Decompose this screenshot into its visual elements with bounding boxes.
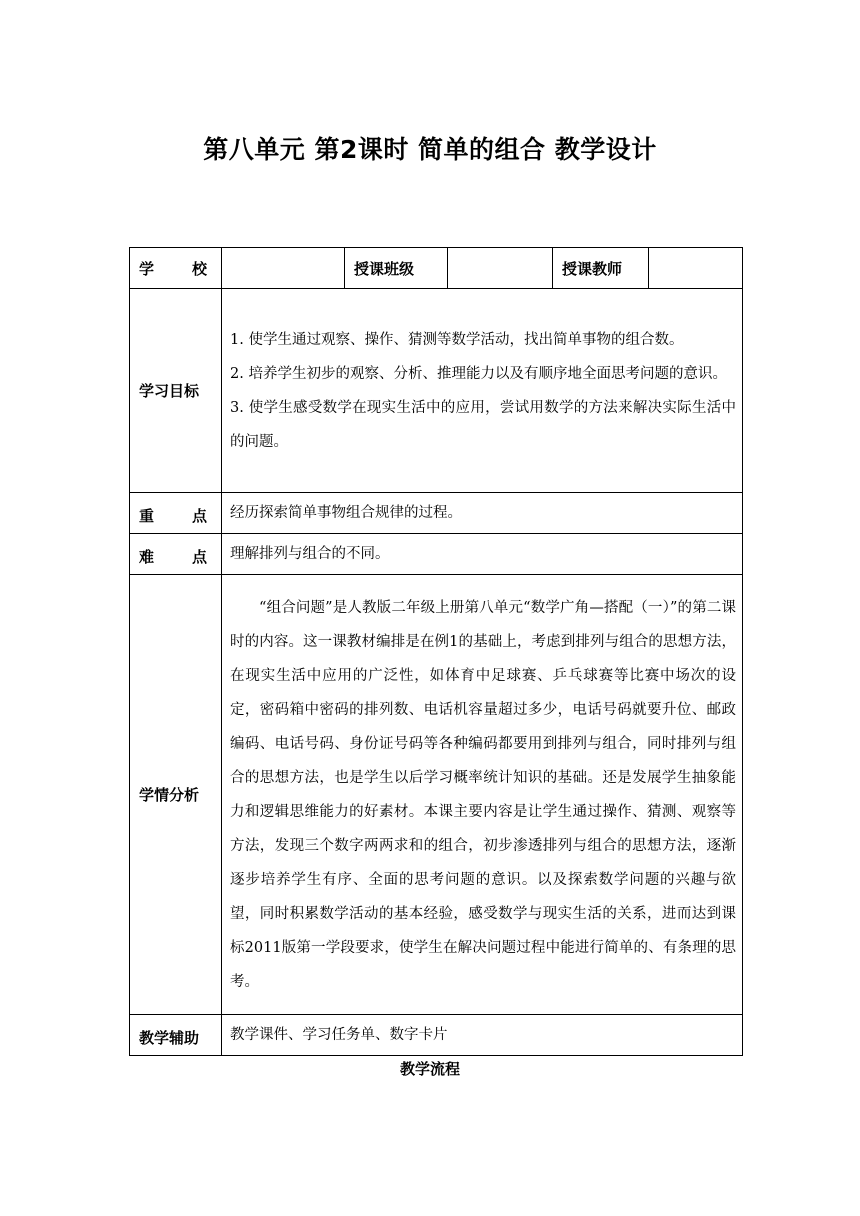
objective-item-3: 3. 使学生感受数学在现实生活中的应用，尝试用数学的方法来解决实际生活中的问题。 — [230, 399, 736, 450]
key-point-label — [130, 493, 222, 534]
key-point-row — [130, 493, 743, 534]
difficulty-text: 理解排列与组合的不同。 — [222, 534, 743, 575]
key-point-label-a: 重 — [139, 507, 155, 525]
objectives-label: 学习目标 — [130, 289, 222, 493]
objectives-content — [222, 289, 743, 493]
lesson-plan-table — [129, 247, 743, 1056]
analysis-row — [130, 575, 743, 1015]
key-point-label-b: 点 — [191, 507, 207, 525]
analysis-content — [222, 575, 743, 1015]
objectives-row — [130, 289, 743, 493]
teaching-flow-heading: 教学流程 — [399, 1060, 460, 1078]
objective-item-1: 1. 使学生通过观察、操作、猜测等数学活动，找出简单事物的组合数。 — [230, 331, 684, 348]
school-value — [222, 248, 345, 289]
analysis-text: “组合问题”是人教版二年级上册第八单元“数学广角—搭配（一）”的第二课时的内容。这一课教材编排是在例1的基础上，考虑到排列与组合的思想方法，在现实生活中应用的广泛性，如体育中足球赛、乒乓球赛等比赛中场次的设定，密码箱中密码的排列数、电话机容量超过多少，电话号码就要升位、邮政编码、电话号码、身份证号码等各种编码都要用到排列与组合，同时排列与组合的思想方法，也是学生以后学习概率统计知识的基础。还是发展学生抽象能力和逻辑思维能力的好素材。本课主要内容是让学生通过操作、猜测、观察等方法，发现三个数字两两求和的组合，初步渗透排列与组合的思想方法，逐渐逐步培养学生有序、全面的思考问题的意识。以及探索数学问题的兴趣与欲望，同时积累数学活动的基本经验，感受数学与现实生活的关系，进而达到课标2011版第一学段要求，使学生在解决问题过程中能进行简单的、有条理的思考。 — [230, 599, 736, 990]
teacher-label: 授课教师 — [553, 248, 649, 289]
page-title: 第八单元 第2课时 简单的组合 教学设计 — [203, 135, 657, 164]
school-label-b: 校 — [191, 259, 207, 278]
aids-label: 教学辅助 — [130, 1015, 222, 1056]
teacher-value — [649, 248, 743, 289]
header-row — [130, 248, 743, 289]
difficulty-label-b: 点 — [191, 548, 207, 566]
key-point-text: 经历探索简单事物组合规律的过程。 — [222, 493, 743, 534]
analysis-label: 学情分析 — [130, 575, 222, 1015]
difficulty-row — [130, 534, 743, 575]
difficulty-label — [130, 534, 222, 575]
class-label: 授课班级 — [345, 248, 448, 289]
objective-item-2: 2. 培养学生初步的观察、分析、推理能力以及有顺序地全面思考问题的意识。 — [230, 365, 727, 382]
aids-row — [130, 1015, 743, 1056]
aids-text: 教学课件、学习任务单、数字卡片 — [222, 1015, 743, 1056]
school-label-a: 学 — [139, 259, 155, 278]
school-label — [130, 248, 222, 289]
difficulty-label-a: 难 — [139, 548, 155, 566]
class-value — [448, 248, 553, 289]
